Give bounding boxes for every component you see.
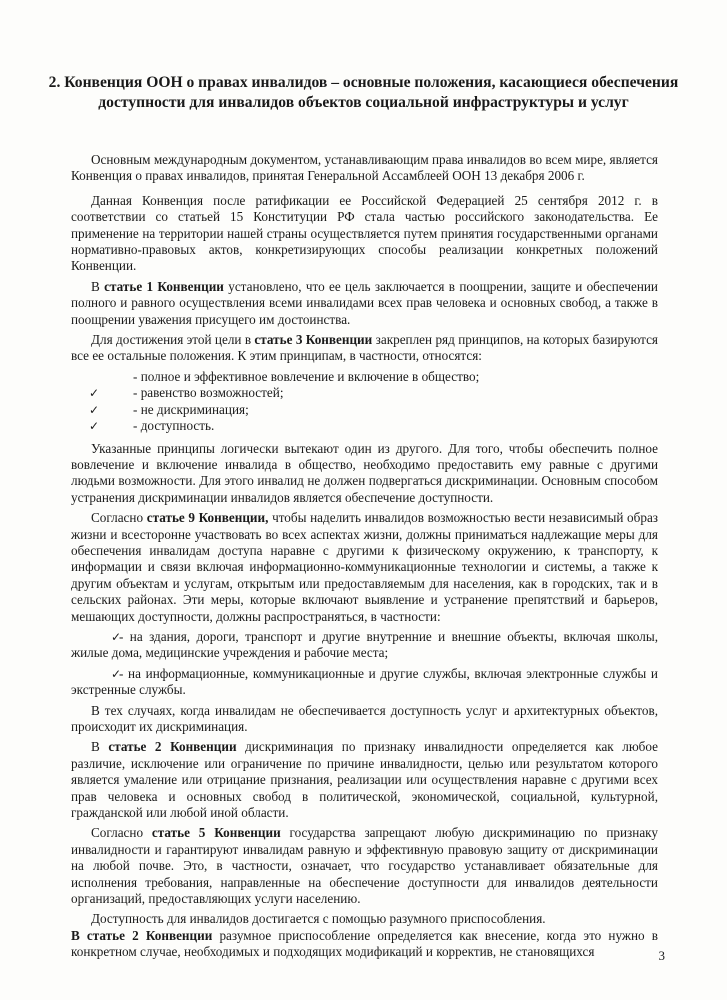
article-9-ref: статье 9 Конвенции,	[146, 510, 269, 526]
checkmark-icon: ✓	[89, 402, 100, 417]
document-body	[71, 152, 658, 965]
section-title: 2. Конвенция ООН о правах инвалидов – основные положения, касающиеся обеспечения доступности для инвалидов объектов социальной инфраструктуры и услуг	[48, 74, 679, 111]
paragraph-10: Доступность для инвалидов достигается с помощью разумного приспособления.	[91, 911, 546, 927]
article-2-ref: статье 2 Конвенции	[108, 739, 237, 755]
list-item: ✓ - равенство возможностей;	[89, 385, 284, 401]
page-number: 3	[658, 948, 665, 963]
paragraph-10-continued: В статье 2 Конвенции разумное приспособление определяется как внесение, когда это нужно в конкретном случае, необходимых и подходящих модификаций и корректив, не становящихся	[71, 927, 659, 960]
principles-list	[71, 369, 658, 435]
article-3-ref: статье 3 Конвенции	[254, 332, 373, 348]
paragraph-3: В статье 1 Конвенции установлено, что ее цель заключается в поощрении, защите и обеспечении полного и равного осуществления всеми инвалидами всех прав человека и основных свобод, а также в поощрении уважения присущего им достоинства.	[71, 278, 658, 327]
list-item: ✓ - не дискриминация;	[89, 401, 249, 417]
article-1-ref: статье 1 Конвенции	[104, 278, 224, 294]
checkmark-icon: ✓	[89, 419, 100, 434]
paragraph-5: Указанные принципы логически вытекают один из другого. Для того, чтобы обеспечить полное вовлечение и включение инвалида в общество, необходимо предоставить ему равные с другими людьми возможности. Для этого инвалид не должен подвергаться дискриминации. Основным способом устранения дискриминации инвалидов является обеспечение доступности.	[71, 440, 658, 505]
paragraph-6: Согласно статье 9 Конвенции, чтобы наделить инвалидов возможностью вести независимый образ жизни и всесторонне участвовать во всех аспектах жизни, должны приниматься надлежащие меры для обеспечения инвалидам доступа наравне с другими к физическому окружению, к транспорту, к информации и связи включая информационно-коммуникационные технологии и системы, а также к другим объектам и услугам, открытым или предоставляемым для населения, как в городских, так и в сельских районах. Эти меры, которые включают выявление и устранение препятствий и барьеров, мешающих доступности, должны распространяться, в частности:	[71, 510, 659, 624]
paragraph-1: Основным международным документом, устанавливающим права инвалидов во всем мире, является Конвенция о правах инвалидов, принятая Генеральной Ассамблеей ООН 13 декабря 2006 г.	[71, 152, 658, 184]
list-item: ✓ - доступность.	[89, 418, 215, 434]
checkmark-icon: ✓	[111, 629, 122, 644]
article-5-ref: статье 5 Конвенции	[151, 825, 281, 841]
checkmark-icon: ✓	[111, 666, 122, 681]
list-item: ✓- на здания, дороги, транспорт и другие внутренние и внешние объекты, включая школы, жилые дома, медицинские учреждения и рабочие места;	[71, 628, 658, 661]
list-item: - полное и эффективное вовлечение и включение в общество;	[133, 368, 480, 384]
checkmark-icon: ✓	[89, 386, 100, 401]
list-item: ✓- на информационные, коммуникационные и другие службы, включая электронные службы и экстренные службы.	[71, 665, 658, 698]
paragraph-4: Для достижения этой цели в статье 3 Конвенции закреплен ряд принципов, на которых базируются все ее остальные положения. К этим принципам, в частности, относятся:	[71, 332, 658, 364]
article-2-ref: В статье 2 Конвенции	[71, 927, 213, 943]
paragraph-8: В статье 2 Конвенции дискриминация по признаку инвалидности определяется как любое различие, исключение или ограничение по причине инвалидности, целью или результатом которого является умаление или отрицание признания, реализации или осуществления наравне с другими всех прав человека и основных свобод в политической, экономической, социальной, культурной, гражданской или любой иной области.	[71, 739, 659, 821]
paragraph-9: Согласно статье 5 Конвенции государства запрещают любую дискриминацию по признаку инвалидности и гарантируют инвалидам равную и эффективную правовую защиту от дискриминации на любой почве. Это, в частности, означает, что государство устанавливает обязательные для исполнения требования, направленные на обеспечение доступности для инвалидов деятельности организаций, предоставляющих услуги населению.	[71, 825, 658, 907]
paragraph-7: В тех случаях, когда инвалидам не обеспечивается доступность услуг и архитектурных объектов, происходит их дискриминация.	[71, 702, 658, 734]
paragraph-2: Данная Конвенция после ратификации ее Российской Федерацией 25 сентября 2012 г. в соответствии со статьей 15 Конституции РФ стала частью российского законодательства. Ее применение на территории нашей страны осуществляется путем принятия государственными органами нормативно-правовых актов, конкретизирующих способы реализации конкретных положений Конвенции.	[71, 192, 658, 274]
